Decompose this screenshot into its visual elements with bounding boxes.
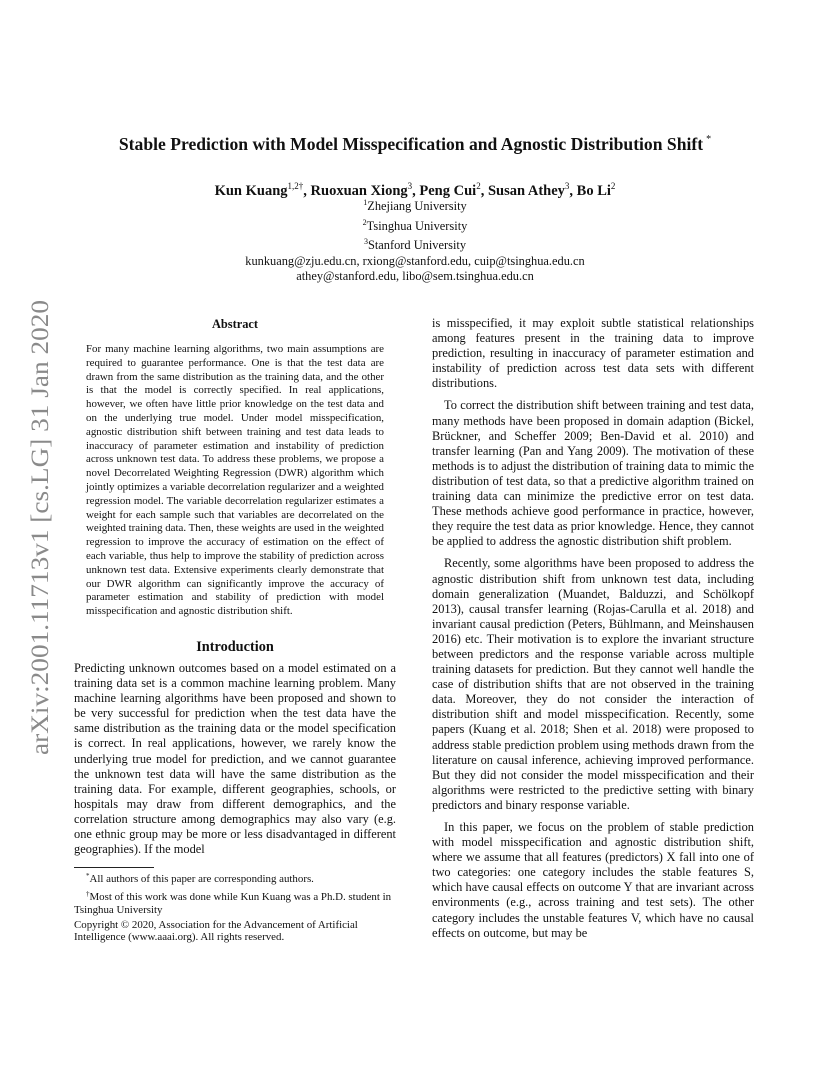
- left-column: [74, 316, 396, 955]
- author-name: , Ruoxuan Xiong: [303, 183, 408, 199]
- footnote-mark: *: [86, 872, 90, 881]
- introduction-heading: Introduction: [196, 638, 274, 655]
- title-footnote-mark: *: [706, 134, 712, 145]
- email-line: kunkuang@zju.edu.cn, rxiong@stanford.edu, cuip@tsinghua.edu.cn: [245, 253, 585, 268]
- author-affiliation-mark: 2: [476, 181, 481, 191]
- right-column: [432, 316, 754, 941]
- footnote-mark: †: [86, 889, 90, 898]
- affiliation-name: Zhejiang University: [367, 199, 467, 213]
- affiliation-mark: 2: [362, 217, 367, 227]
- arxiv-identifier: [18, 290, 60, 760]
- paper-title: [70, 128, 760, 156]
- affiliation-name: Tsinghua University: [366, 218, 468, 233]
- affiliation-line: [70, 195, 760, 215]
- author-name: , Susan Athey: [480, 183, 565, 199]
- author-affiliation-mark: 3: [407, 181, 413, 191]
- affiliation-line: [70, 215, 760, 235]
- footnote-text: Most of this work was done while Kun Kuang was a Ph.D. student in Tsinghua University: [74, 890, 392, 916]
- introduction-paragraph: Predicting unknown outcomes based on a model estimated on a training data set is a common machine learning problem. Many machine learning algorithms have been proposed and shown to be very successful for prediction when the test data have the same distribution as the training data or the model specification is correct. In real applications, however, we rarely know the underlying true model for prediction, and we cannot guarantee the unknown test data will have the same distribution as the training data. For example, different geographies, schools, or hospitals may draw from different demographics, and the correlation structure among demographics may also vary (e.g. one ethnic group may be more or less disadvantaged in different geographies). If the model: [74, 660, 396, 857]
- author-name: Kun Kuang: [214, 183, 288, 199]
- footnote: [74, 888, 396, 917]
- body-paragraph: is misspecified, it may exploit subtle statistical relationships among features present in the training data to improve prediction, resulting in inaccuracy of parameter estimation and instability of prediction across test data sets with different distributions.: [432, 316, 754, 391]
- affiliation-line: [70, 234, 760, 254]
- footnote-divider: [74, 867, 154, 868]
- body-paragraph: In this paper, we focus on the problem of stable prediction with model misspecification and agnostic distribution shift, where we assume that all features (predictors) X fall into one of two categories: one category includes the stable features S, which have causal effects on outcome Y that are invariant across environments (e.g., across training and test sets). The other category includes the unstable features V, which have no causal effects on outcome, but may be: [432, 820, 754, 940]
- author-affiliation-mark: 1,2†: [287, 181, 304, 191]
- footnote-text: All authors of this paper are corresponding authors.: [89, 873, 314, 886]
- affiliation-mark: 3: [363, 237, 368, 247]
- abstract-heading: Abstract: [211, 317, 259, 331]
- email-line: athey@stanford.edu, libo@sem.tsinghua.edu.cn: [296, 269, 534, 284]
- copyright-notice: Copyright © 2020, Association for the Advancement of Artificial Intelligence (www.aaai.org). All rights reserved.: [74, 918, 358, 944]
- author-name: , Bo Li: [569, 183, 611, 199]
- affiliation-block: [70, 195, 760, 285]
- author-name: , Peng Cui: [412, 183, 477, 199]
- footnote: [74, 870, 396, 886]
- author-affiliation-mark: 3: [564, 181, 570, 191]
- paper-title-text: Stable Prediction with Model Misspecification and Agnostic Distribution Shift: [118, 134, 704, 154]
- affiliation-mark: 1: [363, 198, 368, 207]
- affiliation-name: Stanford University: [367, 238, 467, 253]
- body-paragraph: Recently, some algorithms have been proposed to address the agnostic distribution shift from unknown test data, including domain generalization (Muandet, Balduzzi, and Schölkopf 2013), causal transfer learning (Rojas-Carulla et al. 2018) and invariant causal prediction (Peters, Bühlmann, and Meinshausen 2016) etc. Their motivation is to explore the invariant structure between predictors and the response variable across multiple training datasets for prediction. But they cannot well handle the case of distribution shifts that are not observed in the training data. Moreover, they do not consider the interaction of distribution shift and model misspecification. Recently, some papers (Kuang et al. 2018; Shen et al. 2018) were proposed to address stable prediction problem using methods drawn from the literature on causal inference, achieving improved performance. But they did not consider the model misspecification and their algorithms were restricted to the predictive setting with binary predictors and binary response variable.: [432, 556, 754, 812]
- author-affiliation-mark: 2: [610, 181, 616, 191]
- abstract-text: For many machine learning algorithms, two main assumptions are required to guarantee performance. One is that the test data are drawn from the same distribution as the training data, and the other is that the model is correctly specified. In real applications, however, we often have little prior knowledge on the test data and on the underlying true model. Under model misspecification, agnostic distribution shift between training and test data leads to inaccuracy of parameter estimation and instability of prediction across unknown test data. To address these problems, we propose a novel Decorrelated Weighting Regression (DWR) algorithm which jointly optimizes a variable decorrelation regularizer and a weighted regression model. The variable decorrelation regularizer estimates a weight for each sample such that variables are decorrelated on the weighted training data. Then, these weights are used in the weighted regression to improve the accuracy of estimation on the effect of each variable, thus help to improve the stability of prediction across unknown test data. Extensive experiments clearly demonstrate that our DWR algorithm can significantly improve the accuracy of parameter estimation and stability of prediction with model misspecification and agnostic distribution shift.: [86, 343, 384, 618]
- body-paragraph: To correct the distribution shift between training and test data, many methods have been proposed in domain adaption (Bickel, Brückner, and Scheffer 2009; Ben-David et al. 2010) and transfer learning (Pan and Yang 2009). The motivation of these methods is to adjust the distribution of training data to mimic the distribution of test data, so that a predictive algorithm trained on training data can minimize the predictive error on test data. These methods achieve good performance in practice, however, they require the test data as prior knowledge. Hence, they cannot be applied to address the agnostic distribution shift problem.: [432, 398, 754, 549]
- arxiv-identifier-text: arXiv:2001.11713v1 [cs.LG] 31 Jan 2020: [27, 337, 54, 755]
